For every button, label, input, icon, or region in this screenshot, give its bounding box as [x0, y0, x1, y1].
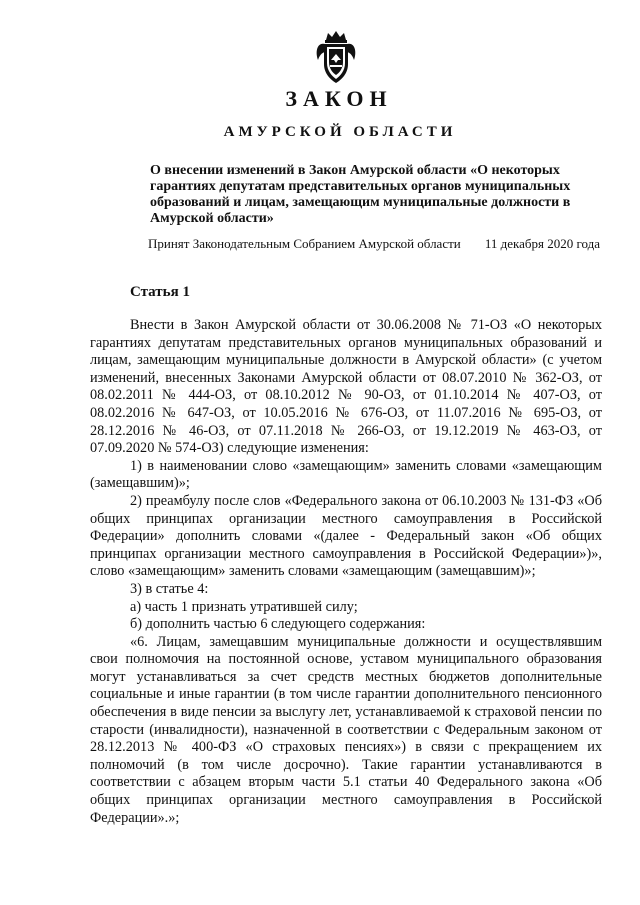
article-heading: Статья 1 [130, 284, 190, 300]
article-body [90, 317, 602, 827]
paragraph-item-3: 3) в статье 4: [130, 580, 209, 597]
coat-of-arms-icon [314, 30, 358, 84]
region-heading: АМУРСКОЙ ОБЛАСТИ [223, 124, 457, 140]
paragraph-intro: Внести в Закон Амурской области от 30.06.2008 № 71-ОЗ «О некоторых гарантиях депутатам представительных органов муниципальных образований и лицам, замещающим муниципальные должности в Амурской области» (с учетом изменений, внесенных Законами Амурской области от 08.07.2010 № 362-ОЗ, от 08.02.2011 № 444-ОЗ, от 08.10.2012 № 90-ОЗ, от 01.10.2014 № 407-ОЗ, от 08.02.2016 № 647-ОЗ, от 10.05.2016 № 676-ОЗ, от 11.07.2016 № 695-ОЗ, от 28.12.2016 № 46-ОЗ, от 07.11.2018 № 266-ОЗ, от 19.12.2019 № 463-ОЗ, от 07.09.2020 № 574-ОЗ) следующие изменения: [90, 317, 602, 457]
law-heading: ЗАКОН [285, 86, 393, 111]
paragraph-item-3a: а) часть 1 признать утратившей силу; [130, 598, 358, 615]
paragraph-item-2: 2) преамбулу после слов «Федерального закона от 06.10.2003 № 131-ФЗ «Об общих принципах организации местного самоуправления в Российской Федерации» дополнить словами «(далее - Федеральный закон «Об общих принципах организации местного самоуправления в Российской Федерации»)», слово «замещающим» заменить словами «замещающим (замещавшим)»; [90, 492, 602, 580]
adopted-by: Принят Законодательным Собранием Амурской области [148, 236, 461, 251]
document-title: О внесении изменений в Закон Амурской области «О некоторых гарантиях депутатам представительных органов муниципальных образований и лицам, замещающим муниципальные должности в Амурской области» [150, 163, 571, 226]
paragraph-part-6: «6. Лицам, замещавшим муниципальные должности и осуществлявшим свои полномочия на постоянной основе, уставом муниципального образования могут устанавливаться за счет средств местных бюджетов дополнительные социальные и иные гарантии (в том числе гарантии дополнительного пенсионного обеспечения в виде пенсии за выслугу лет, устанавливаемой к страховой пенсии по старости (инвалидности), назначенной в соответствии с Федеральным законом от 28.12.2013 № 400-ФЗ «О страховых пенсиях») в связи с прекращением их полномочий (в том числе досрочно). Такие гарантии устанавливаются в соответствии с абзацем вторым части 5.1 статьи 40 Федерального закона «Об общих принципах организации местного самоуправления в Российской Федерации».»; [90, 633, 602, 826]
paragraph-item-1: 1) в наименовании слово «замещающим» заменить словами «замещающим (замещавшим)»; [90, 457, 602, 492]
paragraph-item-3b: б) дополнить частью 6 следующего содержания: [130, 616, 426, 633]
adopted-date: 11 декабря 2020 года [484, 236, 600, 251]
